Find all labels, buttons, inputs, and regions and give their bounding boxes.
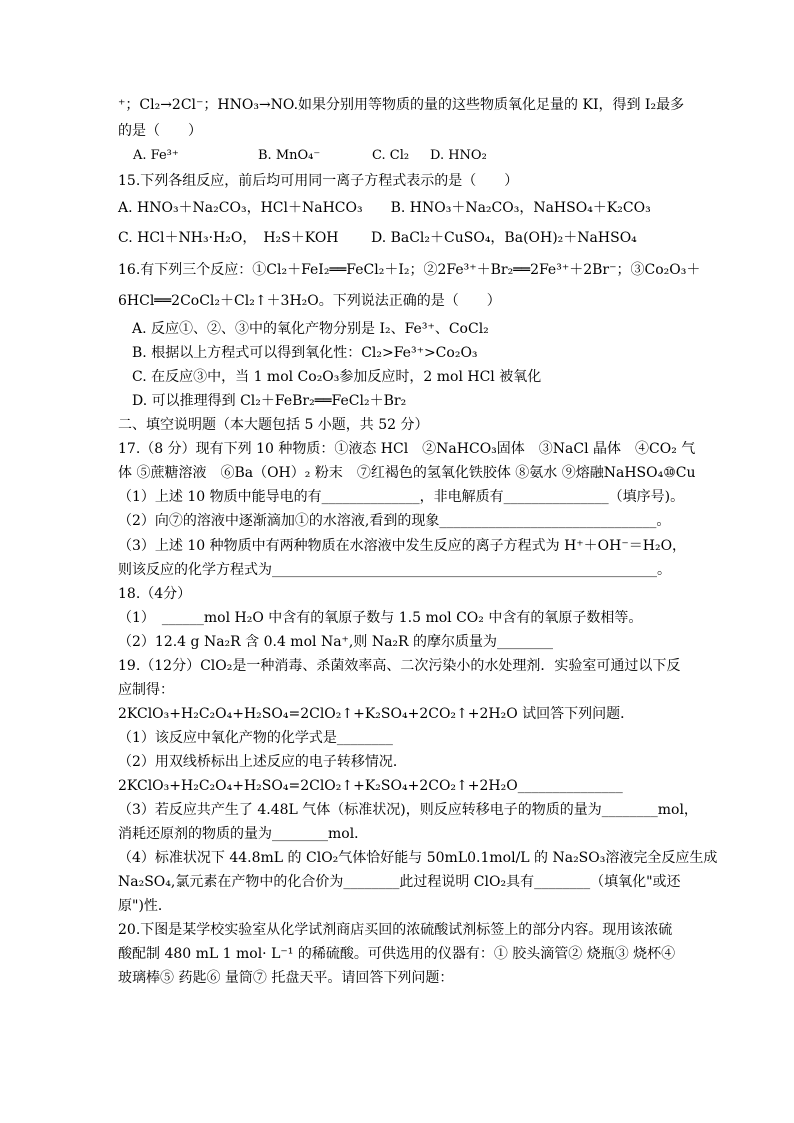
q17-part-1: （1）上述 10 物质中能导电的有______________，非电解质有_______________（填序号)。 (118, 489, 685, 505)
text-line: 原")性． (118, 898, 172, 914)
q14-option-b: B. MnO₄⁻ (258, 148, 321, 163)
q19-part-4: （4）标准状况下 44.8mL 的 ClO₂气体恰好能与 50mL0.1mol/L 的 Na₂SO₃溶液完全反应生成 (118, 850, 718, 866)
text-line: 体 ⑤蔗糖溶液 ⑥Ba（OH）₂ 粉末 ⑦红褐色的氢氧化铁胶体 ⑧氨水 ⑨熔融NaHSO₄⑩Cu (118, 465, 696, 481)
question-20: 20.下图是某学校实验室从化学试剂商店买回的浓硫酸试剂标签上的部分内容。现用该浓硫 (118, 922, 673, 938)
text-line: 的是（ ） (118, 123, 202, 139)
text-line: 消耗还原剂的物质的量为________mol． (118, 826, 369, 842)
q17-part-2: （2）向⑦的溶液中逐渐滴加①的水溶液,看到的现象_______________________________。 (118, 513, 671, 529)
question-18: 18.（4分） (118, 586, 192, 602)
text-line: 酸配制 480 mL 1 mol· L⁻¹ 的稀硫酸。可供选用的仪器有：① 胶头滴管② 烧瓶③ 烧杯④ (118, 946, 676, 962)
q14-option-a: A. Fe³⁺ (133, 148, 179, 163)
text-line: 则该反应的化学方程式为_______________________________________________________。 (118, 562, 671, 578)
q15-options-ab: A. HNO₃＋Na₂CO₃，HCl＋NaHCO₃ B. HNO₃＋Na₂CO₃，NaHSO₄＋K₂CO₃ (118, 200, 651, 216)
q19-part-3: （3）若反应共产生了 4.48L 气体（标准状况)，则反应转移电子的物质的量为________mol， (118, 802, 698, 818)
reaction-equation: 2KClO₃+H₂C₂O₄+H₂SO₄=2ClO₂↑+K₂SO₄+2CO₂↑+2H₂O_______________ (118, 778, 623, 794)
q14-option-d: D. HNO₂ (430, 148, 487, 163)
text-line: Na₂SO₄,氯元素在产物中的化合价为________此过程说明 ClO₂具有________（填氧化"或还 (118, 874, 681, 890)
q19-part-1: （1）该反应中氧化产物的化学式是________ (118, 730, 393, 746)
q16-option-d: D. 可以推理得到 Cl₂＋FeBr₂══FeCl₂＋Br₂ (118, 393, 407, 409)
reaction-equation: 2KClO₃+H₂C₂O₄+H₂SO₄=2ClO₂↑+K₂SO₄+2CO₂↑+2H₂O 试回答下列问题． (118, 706, 635, 722)
section-heading: 二、填空说明题（本大题包括 5 小题，共 52 分） (118, 417, 429, 433)
text-line: 应制得： (118, 682, 174, 698)
text-line: ⁺；Cl₂→2Cl⁻；HNO₃→NO.如果分别用等物质的量的这些物质氧化足量的 KI，得到 I₂最多 (118, 97, 685, 113)
q16-option-a: A. 反应①、②、③中的氧化产物分别是 I₂、Fe³⁺、CoCl₂ (118, 321, 489, 337)
question-17: 17.（8 分）现有下列 10 种物质：①液态 HCl ②NaHCO₃固体 ③NaCl 晶体 ④CO₂ 气 (118, 441, 696, 457)
q19-part-2: （2）用双线桥标出上述反应的电子转移情况． (118, 754, 407, 770)
question-16: 16.有下列三个反应：①Cl₂＋FeI₂══FeCl₂＋I₂；②2Fe³⁺＋Br₂══2Fe³⁺＋2Br⁻；③Co₂O₃＋ (118, 262, 701, 278)
q16-option-c: C. 在反应③中，当 1 mol Co₂O₃参加反应时，2 mol HCl 被氧化 (118, 369, 542, 385)
q18-part-1: （1） ______mol H₂O 中含有的氧原子数与 1.5 mol CO₂ 中含有的氧原子数相等。 (118, 610, 643, 626)
q15-options-cd: C. HCl＋NH₃·H₂O， H₂S＋KOH D. BaCl₂＋CuSO₄，Ba(OH)₂＋NaHSO₄ (118, 230, 637, 246)
question-15: 15.下列各组反应，前后均可用同一离子方程式表示的是（ ） (118, 173, 519, 189)
q16-option-b: B. 根据以上方程式可以得到氧化性：Cl₂>Fe³⁺>Co₂O₃ (118, 345, 478, 361)
question-19: 19.（12分）ClO₂是一种消毒、杀菌效率高、二次污染小的水处理剂．实验室可通过以下反 (118, 658, 681, 674)
text-line: 玻璃棒⑤ 药匙⑥ 量筒⑦ 托盘天平。请回答下列问题： (118, 970, 454, 986)
text-line: 6HCl══2CoCl₂＋Cl₂↑＋3H₂O。下列说法正确的是（ ） (118, 293, 501, 309)
q18-part-2: （2）12.4 g Na₂R 含 0.4 mol Na⁺,则 Na₂R 的摩尔质量为________ (118, 634, 554, 650)
q14-option-c: C. Cl₂ (372, 148, 410, 163)
q17-part-3: （3）上述 10 种物质中有两种物质在水溶液中发生反应的离子方程式为 H⁺＋OH⁻＝H₂O， (118, 538, 687, 554)
